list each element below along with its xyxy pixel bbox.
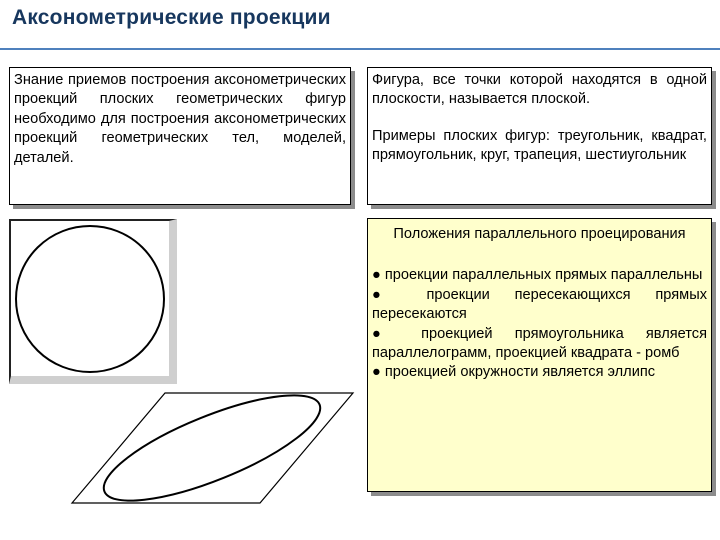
list-item [372,286,707,325]
page-title: Аксонометрические проекции [12,6,331,29]
title-divider [0,48,720,50]
list-item-text: проекцией окружности является эллипс [384,364,656,381]
list-item [372,363,707,382]
list-item [372,266,707,285]
bullet-icon: ● [372,325,399,342]
projection-rules-heading: Положения параллельного проецирования [393,226,686,242]
intro-text: Знание приемов построения аксонометрических проекций плоских геометрических фигур необходимо для построения аксонометрических проекций геометрических тел, моделей, деталей. [14,72,346,166]
ellipse-in-rhombus-figure [70,390,355,510]
bullet-icon: ● [372,267,381,284]
list-item-text: проекцией прямоугольника является параллелограмм, проекцией квадрата - ромб [372,325,707,362]
list-item-text: проекции пересекающихся прямых пересекаются [372,286,707,323]
ellipse-shape [92,390,331,510]
circle-drawing [11,221,169,376]
list-item-text: проекции параллельных прямых параллельны [384,267,703,284]
circle-in-square-figure [9,219,177,384]
circle-shape [16,226,164,372]
intro-text-box [9,67,351,205]
definition-text-box [367,67,712,205]
plane-figure-definition: Фигура, все точки которой находятся в одной плоскости, называется плоской. [372,72,707,108]
projection-rules-box [367,218,712,492]
bullet-icon: ● [372,364,381,381]
bullet-icon: ● [372,286,402,303]
rhombus-shape [72,393,353,503]
list-item [372,325,707,364]
plane-figure-examples: Примеры плоских фигур: треугольник, квадрат, прямоугольник, круг, трапеция, шестиугольник [372,127,707,164]
